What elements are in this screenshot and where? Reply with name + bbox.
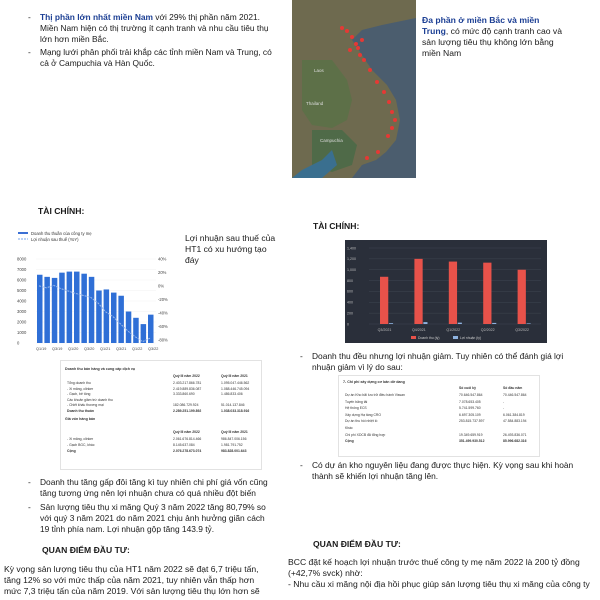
- line-y-tick: 7000: [17, 267, 27, 272]
- bar-y-tick: 1,200: [347, 257, 356, 262]
- profit-bar: [389, 323, 393, 324]
- market-share-highlight: Thị phần lớn nhất miền Nam: [40, 12, 153, 22]
- table-cell: 70.646.547.864: [459, 393, 483, 397]
- bar-x-tick: Q2/2022: [480, 328, 495, 332]
- line-y2-tick: -20%: [158, 297, 168, 302]
- line-y-tick: 5000: [17, 288, 27, 293]
- line-y2-tick: -60%: [158, 324, 168, 329]
- intro-bullet-1: - Thị phần lớn nhất miền Nam với 29% thị phần năm 2021. Miền Nam hiện có thị trường ít cạnh tranh và nhu cầu tiêu thụ lớn hơn miền Bắc.: [28, 12, 269, 44]
- bar-legend-profit: Lợi nhuận (tỷ): [460, 336, 482, 340]
- left-view-heading: QUAN ĐIỂM ĐẦU TƯ:: [42, 545, 130, 555]
- right-bullet-1: - Doanh thu đều nhưng lợi nhuận giảm. Tuy nhiên có thể đánh giá lợi nhuận giảm vì lý do sau:: [300, 351, 564, 372]
- revenue-bar: [380, 277, 388, 324]
- table-cell: 182.086.729.924: [173, 403, 199, 408]
- table-row: [61, 443, 261, 448]
- table-cell: 983.828.001.643: [221, 449, 247, 453]
- table-row: [61, 381, 261, 386]
- table-cell: 2.076.278.673.074: [173, 449, 202, 453]
- line-y2-tick: 0%: [158, 283, 165, 289]
- line-chart-bar: [133, 318, 139, 343]
- revenue-bar: [414, 259, 422, 324]
- table-cell: Dự án thu hồi nhiệt lò: [345, 419, 378, 424]
- plant-location-pin: [376, 150, 380, 154]
- plant-location-pin: [386, 134, 390, 138]
- table-cell: 26.493.836.071: [503, 432, 527, 437]
- bar-y-tick: 1,000: [347, 268, 356, 273]
- left-view-text: Kỳ vọng sản lượng tiêu thụ của HT1 năm 2022 sẽ đạt 6,7 triệu tấn, tăng 12% so với mức thấp của năm 2021, tuy nhiên vẫn thấp hơn mức 7,3 triệu tấn của năm 2019. Với sản lượng tiêu thụ lớn hơn sẽ: [4, 564, 260, 596]
- revenue-bar: [449, 262, 457, 324]
- line-chart-bar: [52, 278, 58, 343]
- table-cell: Tuyến băng tải: [345, 399, 368, 404]
- bar-y-tick: 0: [347, 322, 349, 327]
- right-bullet-2: - Có dự án kho nguyên liệu đang được thực hiện. Kỳ vọng sau khi hoàn thành sẽ khiến lợi nhuận tăng lên.: [300, 460, 574, 481]
- line-y2-tick: -40%: [158, 310, 168, 316]
- bar-y-tick: 600: [347, 289, 353, 294]
- revenue-profit-bar-chart: [345, 240, 547, 343]
- table-row: [339, 400, 539, 405]
- table-cell: Tổng doanh thu: [67, 381, 91, 385]
- table-cell: Khác: [345, 426, 353, 430]
- bottom-bullet-2: - Sản lượng tiêu thụ xi măng Quý 3 năm 2022 tăng 80,79% so với quý 3 năm 2021 do năm 2021 chịu ảnh hưởng giãn cách 19 tỉnh phía nam. Lợi nhuận gộp tăng 143.9 tỷ.: [28, 502, 266, 534]
- table-row: [61, 403, 261, 408]
- table-cell: -: [503, 406, 505, 411]
- right-finance-heading: TÀI CHÍNH:: [313, 221, 360, 231]
- table-cell: 1.095.047.446.562: [221, 381, 250, 385]
- profit-bar: [458, 323, 462, 324]
- table-cell: 47.584.883.194: [503, 419, 527, 424]
- intro-bullet-2: - Mạng lưới phân phối trải khắp các tỉnh miền Nam và Trung, có cả ở Campuchia và Hàn Quốc.: [28, 47, 272, 68]
- line-y-tick: 6000: [17, 277, 27, 283]
- plant-location-pin: [345, 29, 349, 33]
- line-x-tick: Q3/19: [52, 347, 63, 351]
- table-cell: 1.088.446.745.094: [221, 386, 250, 391]
- line-x-tick: Q3/21: [116, 347, 127, 351]
- bar-y-tick: 800: [347, 278, 353, 283]
- table-cell: 3.333.860.690: [173, 392, 195, 397]
- plant-location-pin: [360, 38, 364, 42]
- table-cell: - Gạch, bê tông: [67, 392, 91, 397]
- table-cell: Xây dựng Hạ tầng CRO: [345, 412, 382, 417]
- table-cell: 1.486.833.406: [221, 392, 243, 397]
- table-cell: - Chiết khấu thương mại: [67, 403, 104, 408]
- table-cell: 2.061.676.814.466: [173, 437, 202, 441]
- plant-location-pin: [362, 58, 366, 62]
- map-label-laos: Laos: [314, 68, 324, 73]
- line-legend-2: Lợi nhuận sau thuế (YoY): [31, 237, 79, 242]
- line-chart-bar: [126, 312, 132, 344]
- bar-legend-revenue: Doanh thu (tỷ): [418, 336, 440, 340]
- plant-location-pin: [340, 26, 344, 30]
- plant-location-pin: [356, 46, 360, 50]
- line-y-tick: 8000: [17, 256, 27, 262]
- bar-y-tick: 1,400: [347, 246, 356, 251]
- table-cell: - Xi măng, clinker: [67, 386, 94, 391]
- line-y-tick: 2000: [17, 319, 27, 325]
- table-cell: 2.289.251.199.892: [173, 409, 202, 413]
- table-cell: 253.815.737.597: [459, 419, 485, 424]
- table-cell: 351.499.930.512: [459, 439, 485, 444]
- north-central-note: Đa phần ở miền Bắc và miền Trung, có mức độ cạnh tranh cao và sản lượng tiêu thụ không lớn bằng miền Nam: [422, 15, 562, 58]
- table-row: [61, 392, 261, 397]
- table-cell: 19.349.659.919: [459, 432, 483, 437]
- bar-x-tick: Q1/2022: [446, 328, 461, 332]
- line-chart-bar: [96, 291, 102, 344]
- revenue-bar: [483, 263, 491, 324]
- table-row: [339, 393, 539, 398]
- line-chart-bar: [74, 272, 80, 343]
- line-chart-bar: [67, 272, 73, 343]
- table-cell: Chi phí XDCB đã tổng hợp: [345, 432, 386, 437]
- table-cell: 70.446.547.864: [503, 393, 527, 397]
- line-chart-bar: [118, 296, 124, 343]
- line-x-tick: Q1/22: [132, 347, 143, 351]
- line-x-tick: Q3/22: [148, 347, 159, 351]
- line-y2-tick: -80%: [158, 337, 168, 343]
- bar-x-tick: Q4/2021: [412, 328, 426, 332]
- map-label-cambodia: Campuchia: [320, 138, 343, 143]
- left-finance-heading: TÀI CHÍNH:: [38, 206, 85, 216]
- line-legend-1: Doanh thu thuần của công ty mẹ: [31, 231, 92, 236]
- plant-location-pin: [350, 35, 354, 39]
- table-cell: 6.697.305.109: [459, 412, 481, 417]
- table-row: [61, 437, 261, 442]
- revenue-table: Doanh thu bán hàng và cung cấp dịch vụ Quý III năm 2022 Quý III năm 2021 Tổng doanh thu 2.403.217.866.781 1.095.047.446.562 - Xi măng, clinker 2.419.889.836.087 1.088.446.745.094 - Gạch, bê tông 3.333.860.690 1.486.833.406 Các khoản giảm trừ doanh thu - Chiết khấu thương mại 182.086.729.924 51.014.137.846 Doanh thu thuần 2.289.251.199.892 1.038.033.318.916 Giá vốn hàng bán Quý III năm 2022 Quý III năm 2021 - Xi măng, clinker 2.061.676.814.466 986.847.006.156 - Gạch BGC, khác 8.145.637.084 1.981.791.752 Cộng 2.076.278.673.074 983.828.001.643: [60, 360, 262, 470]
- table-cell: 5.741.599.760: [459, 406, 481, 411]
- line-x-tick: Q1/20: [68, 347, 79, 351]
- line-chart-bar: [81, 274, 87, 343]
- table-row: [61, 398, 261, 403]
- bar-x-tick: Q3/2021: [377, 328, 392, 332]
- table-cell: Doanh thu thuần: [67, 409, 94, 413]
- line-x-tick: Q1/19: [36, 347, 47, 351]
- table-row: [61, 387, 261, 392]
- table-cell: 6.061.384.819: [503, 412, 525, 417]
- profit-bar: [492, 323, 496, 324]
- bar-x-tick: Q3/2022: [515, 328, 529, 332]
- line-y-tick: 0: [17, 340, 20, 346]
- vietnam-map: [292, 0, 416, 178]
- line-y-tick: 4000: [17, 298, 27, 304]
- table-row: [339, 433, 539, 438]
- table-cell: Cộng: [67, 449, 76, 453]
- table-row: [339, 406, 539, 411]
- table-cell: 85.996.682.316: [503, 439, 527, 444]
- table-cell: Hệ thống ECS: [345, 406, 367, 411]
- table-cell: - Gạch BGC, khác: [67, 443, 95, 447]
- plant-location-pin: [354, 42, 358, 46]
- profit-note: Lợi nhuận sau thuế của HT1 có xu hướng tạo đáy: [185, 233, 276, 265]
- map-label-thailand: Thailand: [306, 101, 324, 106]
- profit-bar: [423, 322, 427, 324]
- table-cell: 7.078.653.405: [459, 399, 481, 404]
- table-row: [61, 409, 261, 414]
- plant-location-pin: [368, 68, 372, 72]
- table-row: [339, 439, 539, 444]
- plant-location-pin: [387, 100, 391, 104]
- plant-location-pin: [390, 110, 394, 114]
- line-chart-bar: [59, 273, 64, 343]
- bar-y-tick: 200: [347, 311, 353, 316]
- right-view-text: BCC đặt kế hoạch lợi nhuận trước thuế công ty mẹ năm 2022 là 200 tỷ đồng (+42,7% svck) nhờ: - Nhu cầu xi măng nội địa hồi phục giúp sản lượng tiêu thụ xi măng của công ty: [288, 557, 590, 589]
- table-row: [61, 449, 261, 454]
- table-cell: Cộng: [345, 439, 354, 444]
- line-chart-bar: [141, 324, 147, 343]
- table-cell: 986.847.006.156: [221, 437, 247, 441]
- line-y2-tick: 40%: [158, 256, 167, 262]
- table-row: [339, 413, 539, 418]
- table-cell: 1.981.791.752: [221, 443, 243, 447]
- table-row: [339, 419, 539, 424]
- table-cell: 8.145.637.084: [173, 443, 195, 447]
- construction-in-progress-table: 7- Chi phí xây dựng cơ bản dở dang Số cuối kỳ Số đầu năm Dự án Kho bãi lưu trữ điều hành Vissan 70.646.547.864 70.446.547.864 Tuyến băng tải 7.078.653.405 - Hệ thống ECS 5.741.599.760 - Xây dựng Hạ tầng CRO 6.697.305.109 6.061.384.819 Dự án thu hồi nhiệt lò 253.815.737.597 47.584.883.194 Khác Chi phí XDCB đã tổng hợp 19.349.659.919 26.493.836.071 Cộng 351.499.930.512 85.996.682.316: [338, 375, 540, 457]
- line-y2-tick: 20%: [158, 270, 167, 275]
- plant-location-pin: [348, 48, 352, 52]
- table-cell: 2.403.217.866.781: [173, 381, 202, 385]
- revenue-profit-chart: [14, 229, 172, 353]
- line-x-tick: Q3/20: [84, 347, 95, 351]
- revenue-bar: [518, 270, 526, 324]
- line-chart-bar: [37, 275, 43, 343]
- table-cell: 51.014.137.846: [221, 403, 245, 408]
- line-x-tick: Q1/21: [100, 347, 111, 351]
- plant-location-pin: [390, 126, 394, 130]
- right-view-heading: QUAN ĐIỂM ĐẦU TƯ:: [313, 539, 401, 549]
- table-cell: -: [503, 399, 505, 404]
- line-chart-bar: [89, 277, 95, 343]
- table-cell: 1.038.033.318.916: [221, 409, 250, 413]
- table-cell: - Xi măng, clinker: [67, 437, 94, 441]
- plant-location-pin: [358, 53, 362, 57]
- table-row: [339, 426, 539, 431]
- bottom-bullet-1: - Doanh thu tăng gấp đôi tăng kì tuy nhiên chi phí giá vốn cũng tăng tương ứng nên lợi nhuận chưa có quá nhiều đột biến: [28, 477, 268, 498]
- plant-location-pin: [365, 156, 369, 160]
- plant-location-pin: [375, 80, 379, 84]
- plant-location-pin: [382, 90, 386, 94]
- profit-bar: [527, 323, 531, 324]
- bar-y-tick: 400: [347, 300, 353, 305]
- table-cell: 2.419.889.836.087: [173, 386, 202, 391]
- table-cell: Dự án Kho bãi lưu trữ điều hành Vissan: [345, 393, 405, 397]
- plant-location-pin: [393, 118, 397, 122]
- line-y-tick: 1000: [17, 330, 27, 335]
- line-chart-bar: [104, 289, 110, 343]
- table-cell: Các khoản giảm trừ doanh thu: [67, 397, 113, 402]
- line-y-tick: 3000: [17, 309, 27, 314]
